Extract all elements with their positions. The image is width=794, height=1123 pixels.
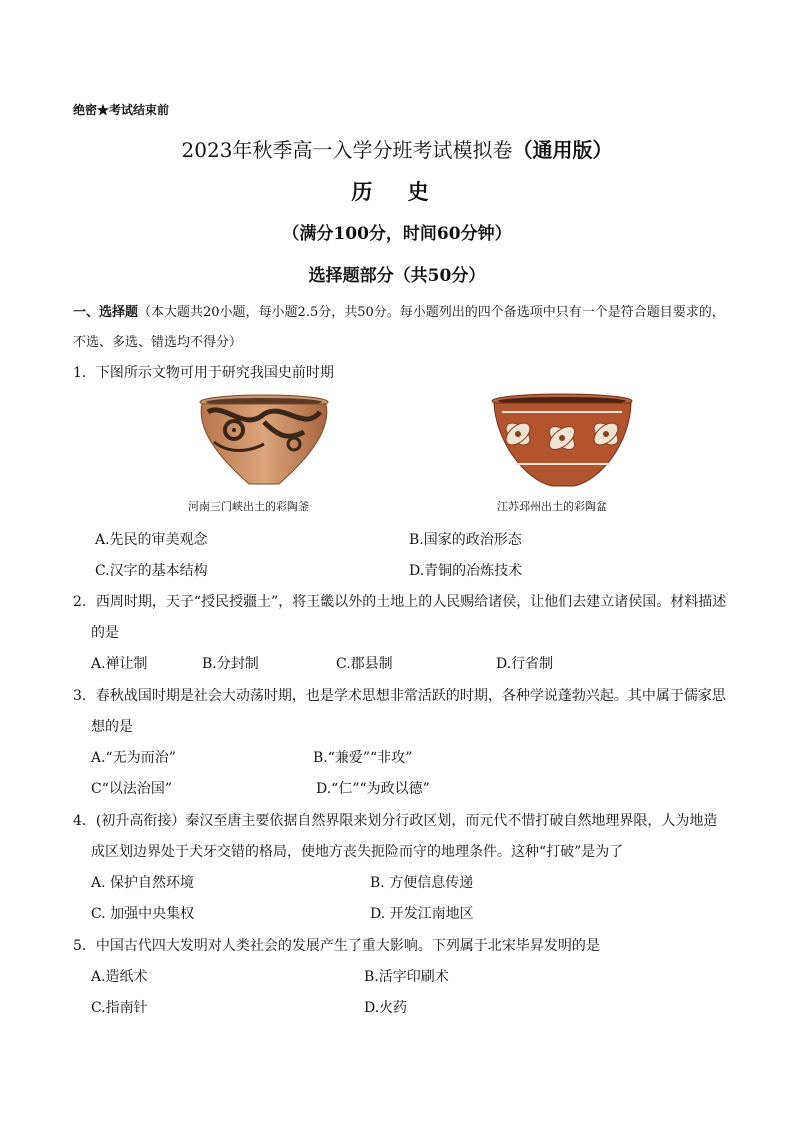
q2-option-c: C.郡县制 bbox=[336, 656, 393, 672]
q5-option-c: C.指南针 bbox=[91, 1000, 148, 1016]
instructions-lead: 一、选择题 bbox=[73, 305, 139, 320]
q4-option-b: B. 方便信息传递 bbox=[370, 875, 474, 891]
q5-option-b: B.活字印刷术 bbox=[364, 969, 449, 985]
subject-heading: 历 史 bbox=[351, 179, 443, 204]
confidential-label: 绝密★考试结束前 bbox=[73, 103, 170, 117]
question-3-stem-cont: 想的是 bbox=[91, 719, 133, 735]
figure-caption-left: 河南三门峡出土的彩陶釜 bbox=[188, 500, 309, 513]
question-2-stem-cont: 的是 bbox=[91, 625, 119, 641]
q5-option-a: A.造纸术 bbox=[91, 969, 148, 985]
exam-title bbox=[0, 134, 794, 163]
question-2-stem: 2．西周时期，天子“授民授疆土”，将王畿以外的土地上的人民赐给诸侯，让他们去建立诸侯国。材料描述 bbox=[73, 594, 727, 610]
section-heading: 选择题部分（共50分） bbox=[308, 266, 486, 286]
q3-option-a: A.“无为而治” bbox=[91, 750, 176, 766]
q1-option-d: D.青铜的冶炼技术 bbox=[409, 563, 523, 579]
q2-option-d: D.行省制 bbox=[496, 656, 554, 672]
q4-option-d: D. 开发江南地区 bbox=[370, 906, 474, 922]
question-3-stem: 3．春秋战国时期是社会大动荡时期，也是学术思想非常活跃的时期，各种学说蓬勃兴起。其中属于儒家思 bbox=[73, 688, 726, 704]
q3-option-c: C“以法治国” bbox=[91, 781, 173, 797]
question-5-stem: 5．中国古代四大发明对人类社会的发展产生了重大影响。下列属于北宋毕昇发明的是 bbox=[73, 938, 600, 954]
q2-option-b: B.分封制 bbox=[202, 656, 259, 672]
q4-option-c: C. 加强中央集权 bbox=[91, 906, 195, 922]
question-4-stem: 4．(初升高衔接）秦汉至唐主要依据自然界限来划分行政区划，而元代不惜打破自然地理界限，人为地造 bbox=[73, 813, 718, 829]
score-time-note: （满分100分，时间60分钟） bbox=[282, 224, 512, 244]
q3-option-d: D.“仁”“为政以德” bbox=[316, 781, 430, 797]
instructions-body: （本大题共20小题，每小题2.5分，共50分。每小题列出的四个备选项中只有一个是符合题目要求的，不选、多选、错选均不得分） bbox=[73, 305, 725, 350]
q1-option-a: A.先民的审美观念 bbox=[95, 532, 208, 548]
q3-option-b: B.“兼爱”“非攻” bbox=[313, 750, 413, 766]
question-1-stem: 1．下图所示文物可用于研究我国史前时期 bbox=[73, 365, 334, 381]
exam-title-main: 2023年秋季高一入学分班考试模拟卷 bbox=[181, 138, 513, 162]
q1-option-b: B.国家的政治形态 bbox=[409, 532, 522, 548]
q2-option-a: A.禅让制 bbox=[91, 656, 148, 672]
painted-pottery-basin-icon bbox=[490, 392, 635, 492]
q4-option-a: A. 保护自然环境 bbox=[91, 875, 195, 891]
q5-option-d: D.火药 bbox=[364, 1000, 408, 1016]
section-instructions bbox=[73, 298, 733, 358]
figure-caption-right: 江苏邳州出土的彩陶盆 bbox=[497, 500, 607, 513]
painted-pottery-fu-icon bbox=[194, 392, 334, 492]
q1-option-c: C.汉字的基本结构 bbox=[95, 563, 208, 579]
question-4-stem-cont: 成区划边界处于犬牙交错的格局，使地方丧失扼险而守的地理条件。这种“打破”是为了 bbox=[91, 844, 624, 860]
exam-title-suffix: （通用版） bbox=[512, 138, 613, 162]
